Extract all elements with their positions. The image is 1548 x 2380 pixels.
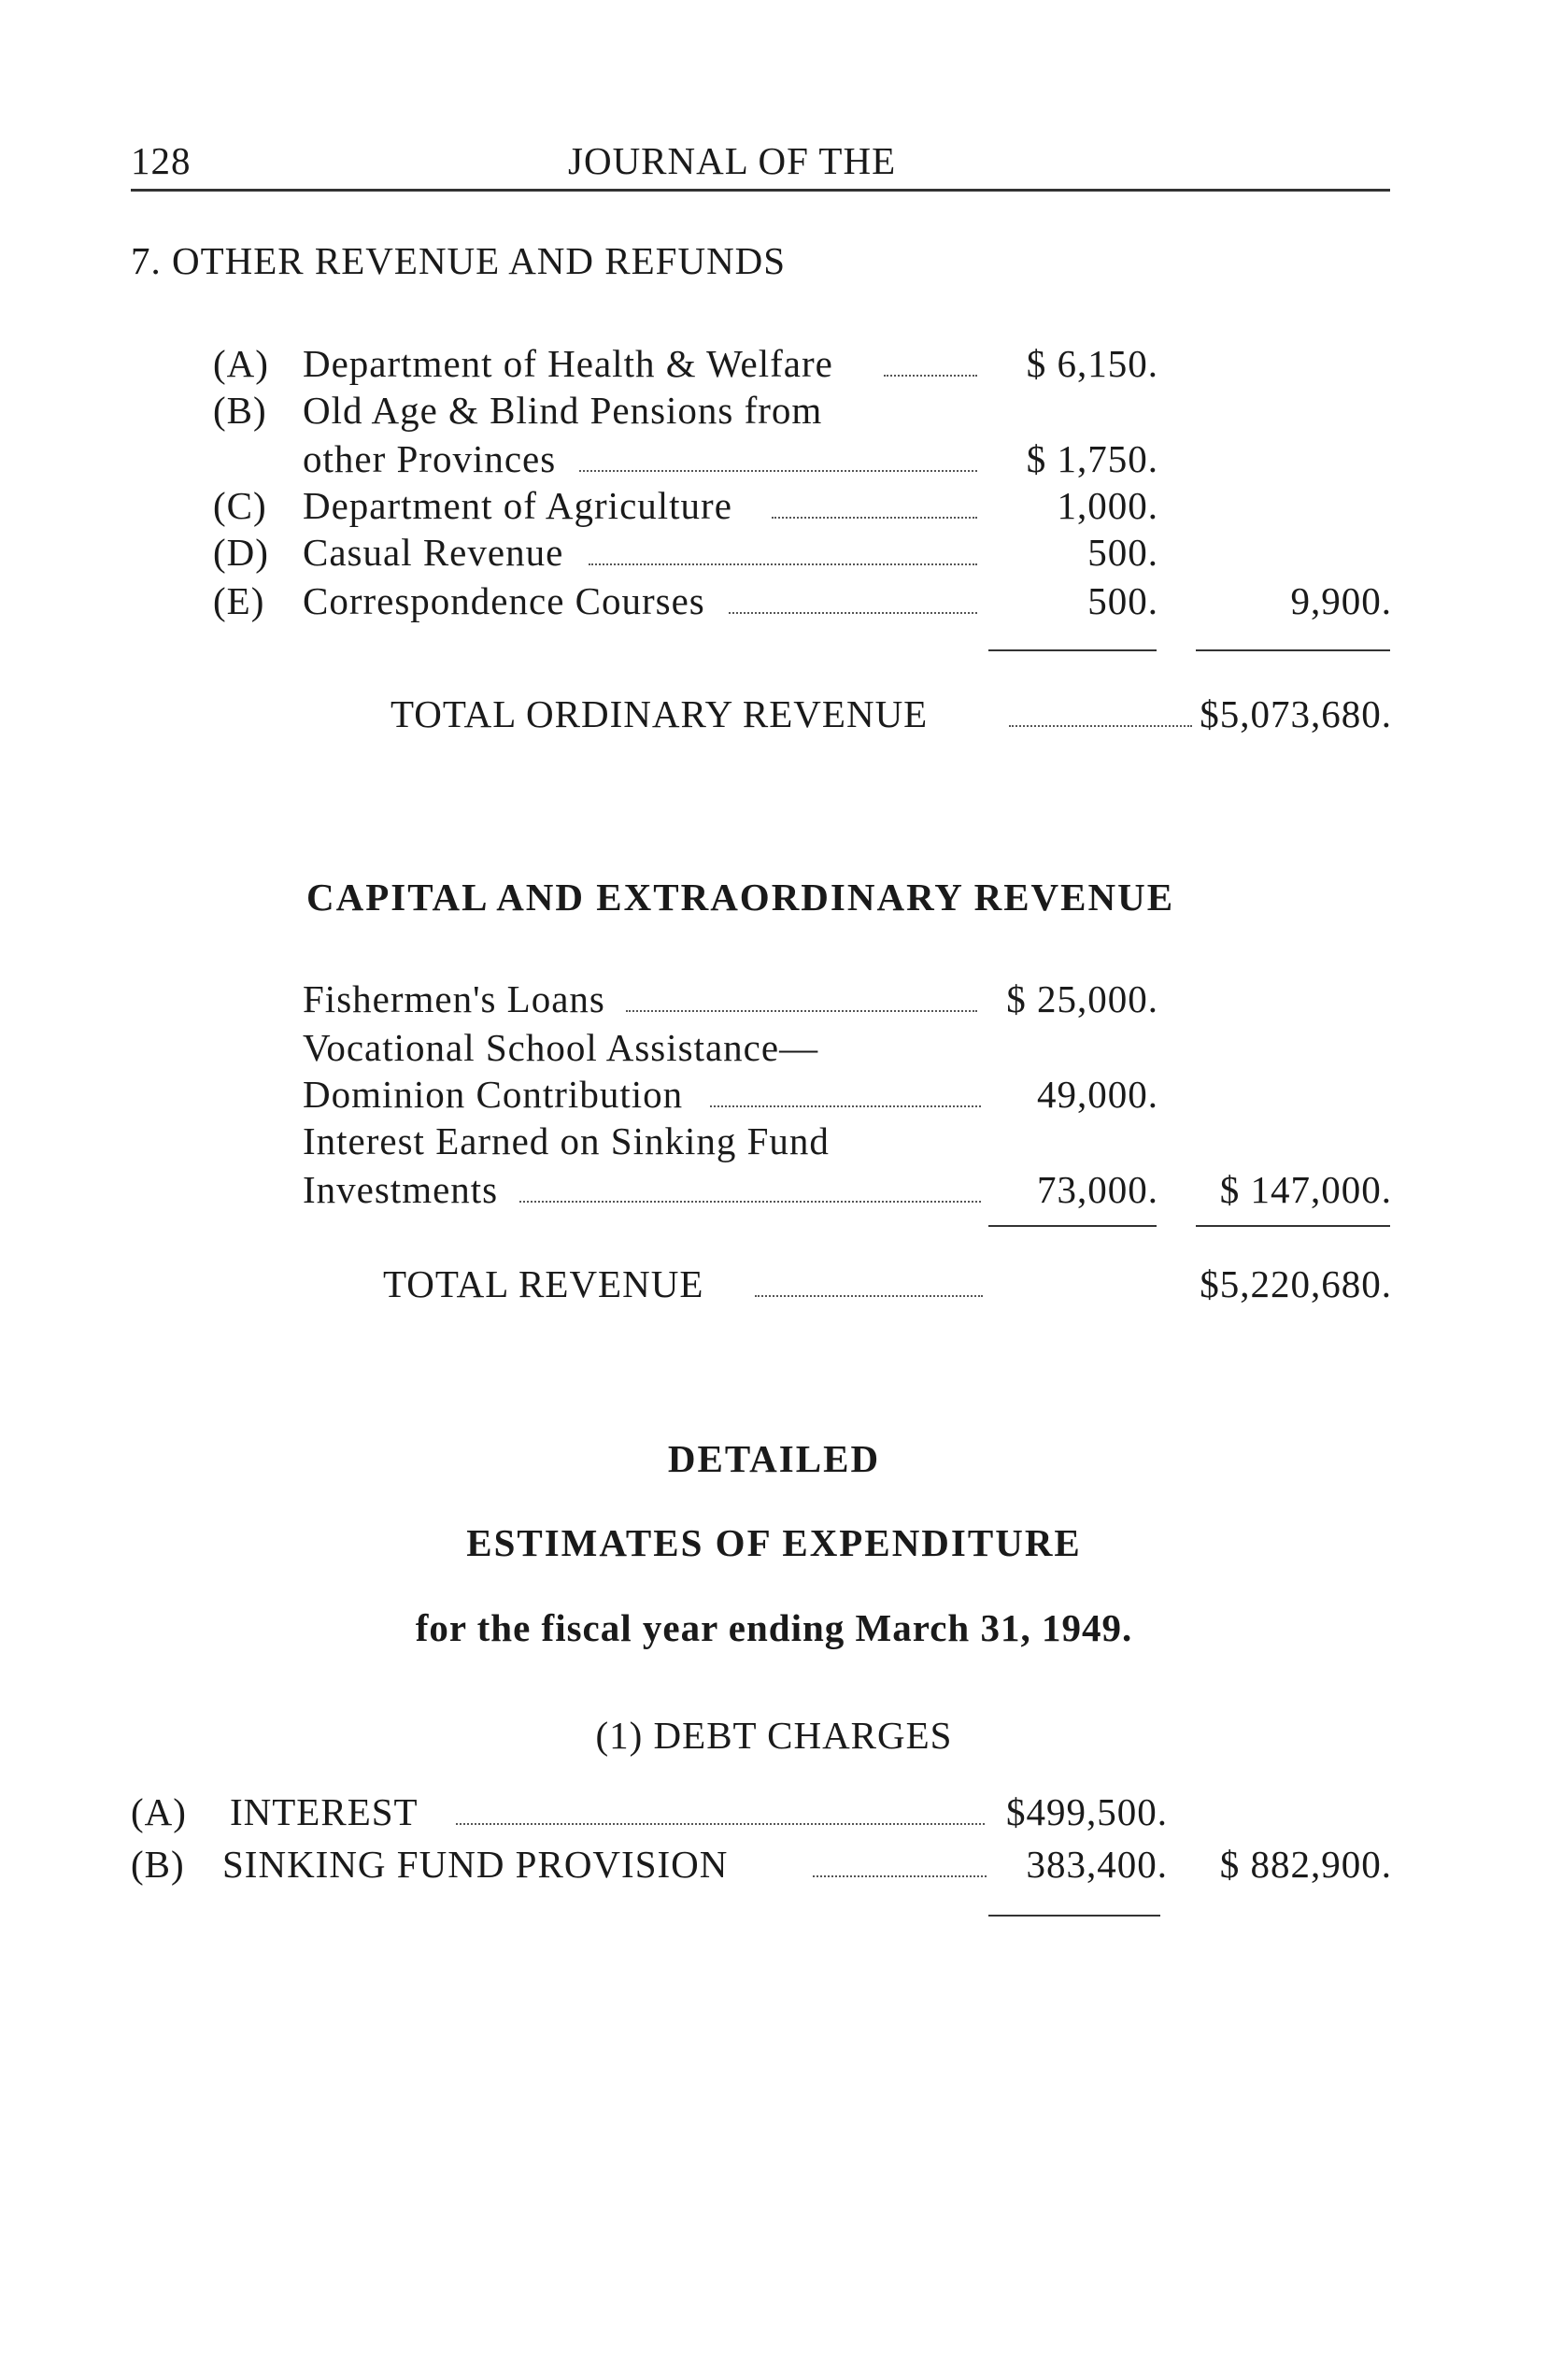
total-value: $5,073,680.: [1200, 692, 1392, 735]
row-text: Investments: [303, 1168, 499, 1211]
row-total: 9,900.: [1290, 579, 1392, 622]
leader-dots: [456, 1823, 985, 1825]
leader-dots: [884, 375, 977, 377]
estimates-heading: ESTIMATES OF EXPENDITURE: [466, 1521, 1082, 1564]
row-label: (A): [213, 342, 269, 385]
row-text: Department of Agriculture: [303, 484, 732, 527]
row-label: (B): [213, 389, 267, 432]
row-text: SINKING FUND PROVISION: [222, 1843, 729, 1886]
leader-dots: [519, 1201, 981, 1203]
section-title: 7. OTHER REVENUE AND REFUNDS: [131, 239, 787, 282]
row-amount: 500.: [1087, 531, 1158, 574]
total-rule: [1196, 649, 1390, 651]
row-text: Correspondence Courses: [303, 579, 705, 622]
row-text: Vocational School Assistance—: [303, 1026, 819, 1069]
row-amount: $ 25,000.: [1006, 977, 1158, 1020]
row-total: $ 147,000.: [1219, 1168, 1392, 1211]
header-rule: [131, 189, 1390, 192]
leader-dots: [755, 1295, 983, 1297]
running-title: JOURNAL OF THE: [568, 139, 897, 182]
leader-dots: [813, 1875, 987, 1877]
total-value: $5,220,680.: [1200, 1262, 1392, 1305]
leader-dots: [589, 563, 977, 565]
fiscal-year-heading: for the fiscal year ending March 31, 1949.: [415, 1606, 1133, 1649]
capital-title: CAPITAL AND EXTRAORDINARY REVENUE: [306, 876, 1175, 919]
leader-dots: [772, 517, 977, 519]
row-text: other Provinces: [303, 437, 557, 480]
total-label: TOTAL ORDINARY REVENUE: [391, 692, 929, 735]
row-text: INTEREST: [230, 1790, 419, 1833]
leader-dots: [710, 1105, 981, 1107]
row-amount: 1,000.: [1057, 484, 1158, 527]
row-total: $ 882,900.: [1219, 1843, 1392, 1886]
row-amount: 49,000.: [1037, 1073, 1158, 1116]
debt-charges-title: (1) DEBT CHARGES: [595, 1714, 953, 1757]
total-rule: [1196, 1225, 1390, 1227]
row-label: (B): [131, 1843, 185, 1886]
total-label: TOTAL REVENUE: [383, 1262, 704, 1305]
subtotal-rule: [988, 1225, 1157, 1227]
subtotal-rule: [988, 1915, 1160, 1917]
subtotal-rule: [988, 649, 1157, 651]
row-text: Fishermen's Loans: [303, 977, 605, 1020]
row-amount: $499,500.: [1006, 1790, 1168, 1833]
row-amount: 383,400.: [1026, 1843, 1168, 1886]
leader-dots: [579, 470, 977, 472]
page-number: 128: [131, 139, 192, 182]
row-amount: 500.: [1087, 579, 1158, 622]
row-text: Dominion Contribution: [303, 1073, 684, 1116]
leader-dots: [729, 612, 977, 614]
row-text: Old Age & Blind Pensions from: [303, 389, 823, 432]
row-text: Interest Earned on Sinking Fund: [303, 1119, 830, 1162]
row-amount: $ 1,750.: [1026, 437, 1158, 480]
row-amount: $ 6,150.: [1026, 342, 1158, 385]
row-text: Casual Revenue: [303, 531, 564, 574]
row-label: (A): [131, 1790, 187, 1833]
leader-dots: [626, 1010, 977, 1012]
row-text: Department of Health & Welfare: [303, 342, 833, 385]
row-label: (C): [213, 484, 267, 527]
row-amount: 73,000.: [1037, 1168, 1158, 1211]
row-label: (E): [213, 579, 265, 622]
detailed-heading: DETAILED: [667, 1437, 881, 1480]
row-label: (D): [213, 531, 269, 574]
